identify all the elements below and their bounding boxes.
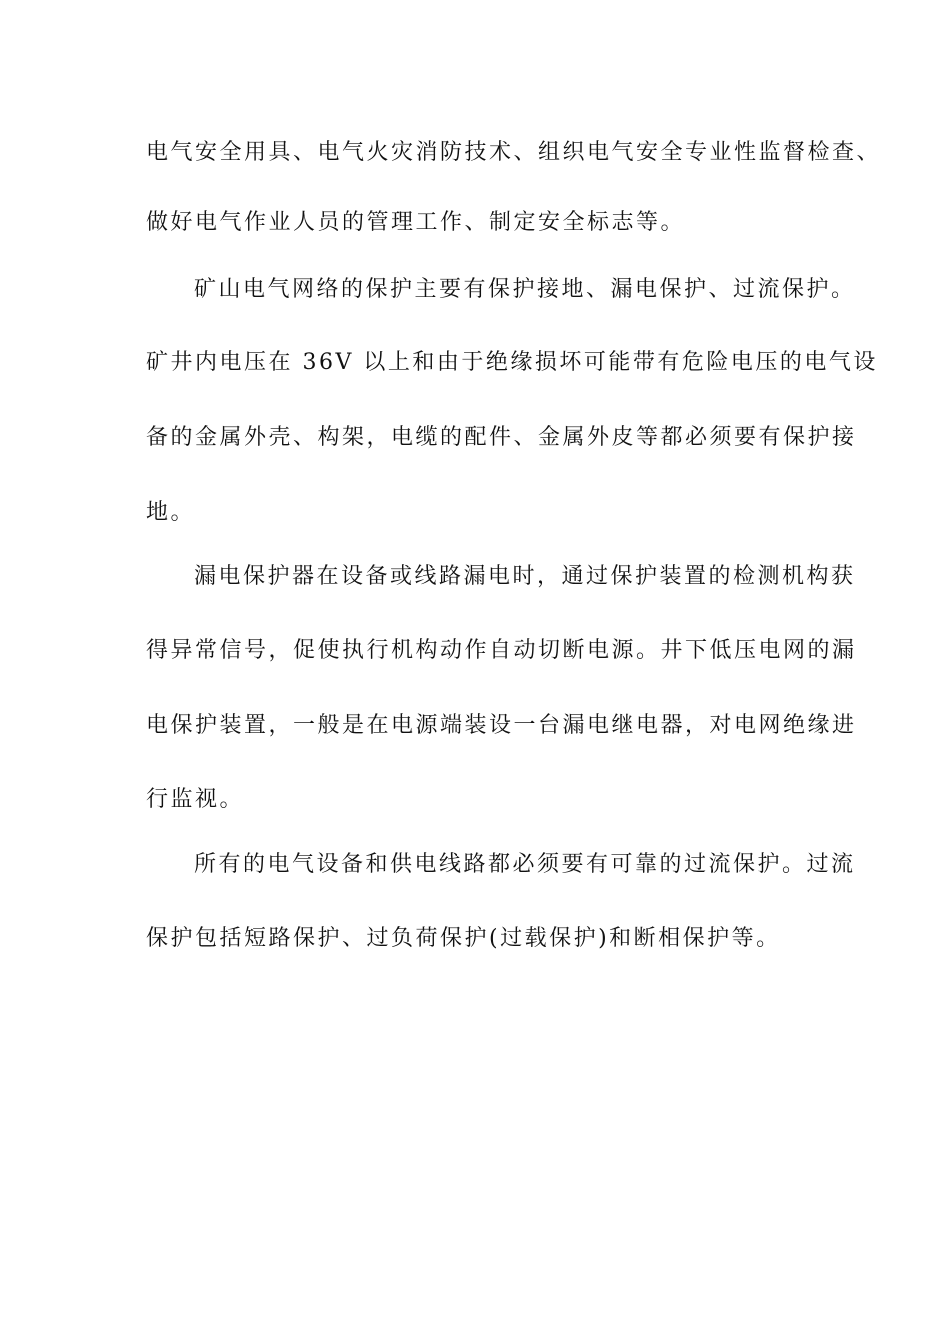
paragraph-first-line: 漏电保护器在设备或线路漏电时，通过保护装置的检测机构获 [194, 564, 856, 589]
paragraph-first-line: 矿山电气网络的保护主要有保护接地、漏电保护、过流保护。 [194, 277, 856, 302]
paragraph-first-line: 所有的电气设备和供电线路都必须要有可靠的过流保护。过流 [194, 852, 856, 877]
text-line: 保护包括短路保护、过负荷保护(过载保护)和断相保护等。 [146, 926, 781, 951]
text-line: 地。 [146, 500, 196, 525]
text-line: 矿井内电压在 36V 以上和由于绝缘损坏可能带有危险电压的电气设 [146, 350, 878, 375]
text-line: 得异常信号，促使执行机构动作自动切断电源。井下低压电网的漏 [146, 638, 857, 663]
text-line: 电保护装置，一般是在电源端装设一台漏电继电器，对电网绝缘进 [146, 713, 857, 738]
text-line: 做好电气作业人员的管理工作、制定安全标志等。 [146, 210, 686, 235]
text-line: 行监视。 [146, 787, 245, 812]
text-line: 备的金属外壳、构架，电缆的配件、金属外皮等都必须要有保护接 [146, 425, 857, 450]
text-line: 电气安全用具、电气火灾消防技术、组织电气安全专业性监督检查、 [146, 140, 882, 165]
